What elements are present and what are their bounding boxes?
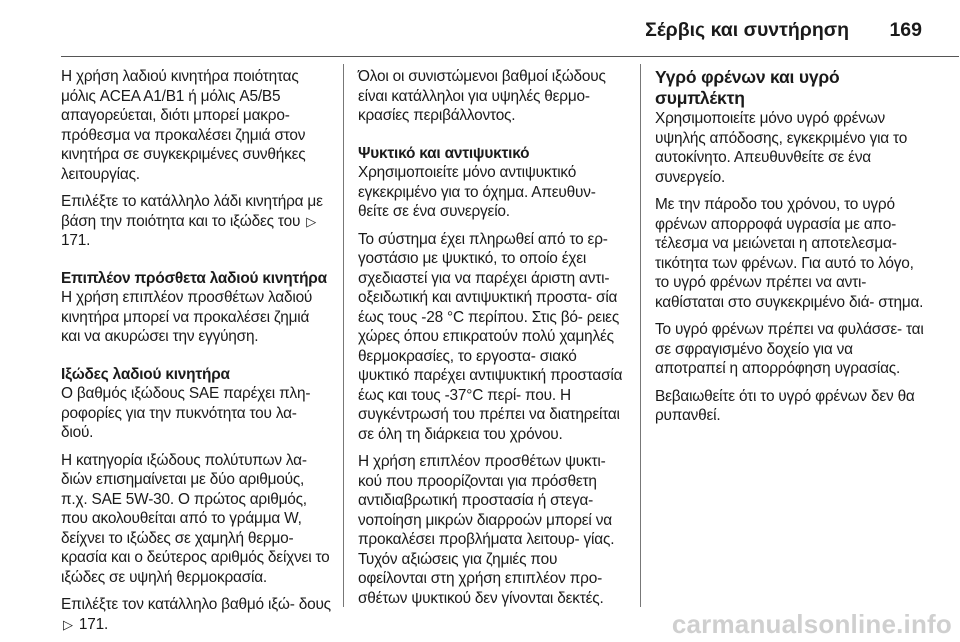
header-rule	[61, 56, 959, 57]
page-reference-icon: ▷	[63, 616, 73, 632]
heading-oil-additives: Επιπλέον πρόσθετα λαδιού κινητήρα	[61, 269, 327, 287]
paragraph-brake-fluid-moisture: Με την πάροδο του χρόνου, το υγρό φρένων απορροφά υγρασία με απο- τέλεσμα να μειώνεται η αποτελεσμα- τικότητα των φρένων. Για αυτό το λόγο, το υγρό φρένων πρέπει να αντι- καθίσταται στο συγκεκριμένο διά- στημα.	[655, 196, 924, 311]
page-reference-icon: ▷	[306, 213, 317, 229]
column-divider	[640, 64, 641, 607]
heading-coolant: Ψυκτικό και αντιψυκτικό	[358, 144, 530, 162]
page-header	[0, 0, 960, 54]
column-divider	[343, 64, 344, 607]
paragraph-brake-fluid-approved: Χρησιμοποιείτε μόνο υγρό φρένων υψηλής απόδοσης, εγκεκριμένο για το αυτοκίνητο. Απευθυνθείτε σε ένα συνεργείο.	[655, 110, 908, 186]
paragraph-select-viscosity	[61, 595, 331, 634]
page-reference-link[interactable]: 171.	[78, 615, 109, 633]
paragraph-sae-grade: Ο βαθμός ιξώδους SAE παρέχει πλη- ροφορίες για την πυκνότητα του λα- διού.	[61, 385, 311, 441]
page-number: 169	[889, 19, 922, 41]
paragraph-select-oil	[61, 192, 331, 251]
paragraph-acea-warning: Η χρήση λαδιού κινητήρα ποιότητας μόλις ACEA A1/B1 ή μόλις A5/B5 απαγορεύεται, διότι μπορεί μακρο- πρόθεσμα να προκαλέσει ζημιά στον κινητήρα σε συγκεκριμένες συνθήκες λειτουργίας.	[61, 68, 306, 183]
paragraph-oil-additives: Η χρήση επιπλέον προσθέτων λαδιού κινητήρα μπορεί να προκαλέσει ζημιά και να ακυρώσει την εγγύηση.	[61, 289, 313, 345]
column-2	[358, 67, 626, 616]
paragraph-brake-fluid-storage: Το υγρό φρένων πρέπει να φυλάσσε- ται σε σφραγισμένο δοχείο για να αποτραπεί η απορρόφηση υγρασίας.	[655, 321, 924, 377]
paragraph-select-viscosity-text: Επιλέξτε τον κατάλληλο βαθμό ιξώ- δους	[61, 596, 331, 613]
paragraph-approved-antifreeze: Χρησιμοποιείτε μόνο αντιψυκτικό εγκεκριμένο για το όχημα. Απευθυν- θείτε σε ένα συνεργείο.	[358, 164, 596, 220]
column-1	[61, 67, 331, 642]
paragraph-multigrade: Η κατηγορία ιξώδους πολύτυπων λα- διών επισημαίνεται με δύο αριθμούς, π.χ. SAE 5W-30. Ο πρώτος αριθμός, που ακολουθείται από το γράμμα W, δείχνει το ιξώδες σε χαμηλή θερμο- κρασία και ο δεύτερος αριθμός δείχνει το ιξώδες σε υψηλή θερμοκρασία.	[61, 451, 330, 586]
watermark: carmanualsonline.info	[671, 609, 952, 639]
paragraph-coolant-additives: Η χρήση επιπλέον προσθέτων ψυκτι- κού που προορίζονται για πρόσθετη αντιδιαβρωτική προστασία ή στεγα- νοποίηση μικρών διαρροών μπορεί να προκαλέσει προβλήματα λειτουρ- γίας. Τυχόν αξιώσεις για ζημιές που οφείλονται στη χρήση επιπλέον προ- σθέτων ψυκτικού δεν γίνονται δεκτές.	[358, 453, 615, 607]
paragraph-factory-coolant: Το σύστημα έχει πληρωθεί από το ερ- γοστάσιο με ψυκτικό, το οποίο έχει σχεδιαστεί για να παρέχει άριστη αντι- οξειδωτική και αντιψυκτική προστα- σία έως τους -28 °C περίπου. Στις βό- ρειες χώρες όπου επικρατούν πολύ χαμηλές θερμοκρασίες, το εργοστα- σιακό ψυκτικό παρέχει αντιψυκτική προστασία έως και τους -37°C περί- που. Η συγκέντρωσή του πρέπει να διατηρείται σε όλη τη διάρκεια του χρόνου.	[358, 230, 623, 443]
heading-brake-fluid: Υγρό φρένων και υγρό συμπλέκτη	[655, 67, 840, 108]
column-3	[655, 67, 927, 434]
paragraph-brake-fluid-contamination: Βεβαιωθείτε ότι το υγρό φρένων δεν θα ρυπανθεί.	[655, 387, 915, 424]
heading-oil-viscosity: Ιξώδες λαδιού κινητήρα	[61, 365, 230, 383]
paragraph-viscosity-suitable: Όλοι οι συνιστώμενοι βαθμοί ιξώδους είναι κατάλληλοι για υψηλές θερμο- κρασίες περιβάλλοντος.	[358, 68, 606, 124]
paragraph-select-oil-text: Επιλέξτε το κατάλληλο λάδι κινητήρα με βάση την ποιότητα και το ιξώδες του	[61, 193, 323, 230]
section-title: Σέρβις και συντήρηση	[645, 19, 849, 41]
page-reference-link[interactable]: 171.	[61, 232, 91, 249]
